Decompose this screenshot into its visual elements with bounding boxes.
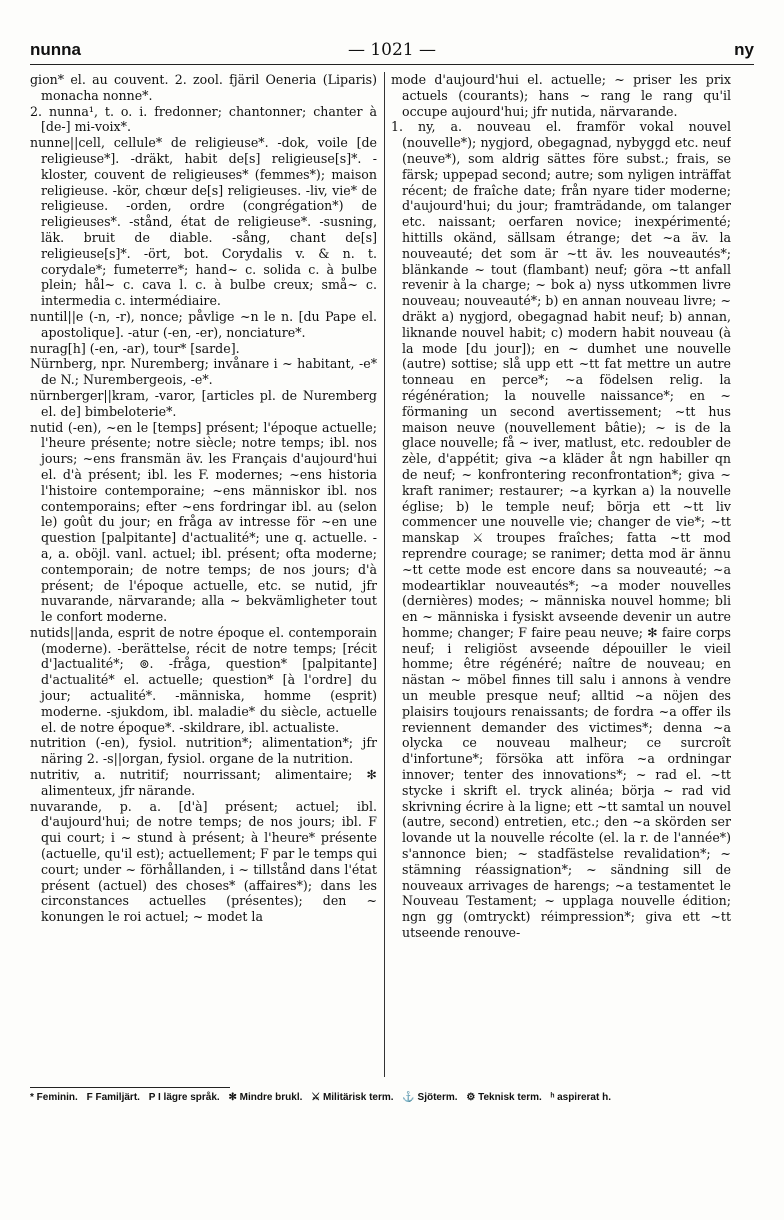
abbreviation-legend bbox=[30, 1092, 754, 1103]
page-header bbox=[30, 40, 754, 66]
dictionary-entry: nuvarande, p. a. [d'à] présent; actuel; ibl. d'aujourd'hui; de notre temps; de nos jours; ibl. F qui court; i ~ stund à présent; à l'heure* présente (actuelle, qu'il est); actuellement; F par le temps qui court; under ~ förhållanden, i ~ tillstånd dans l'état présent (actuel) des choses* (affaires*); dans les circonstances actuelles (présentes); den ~ konungen le roi actuel; ~ modet la bbox=[30, 798, 377, 925]
legend-item: P I lägre språk. bbox=[148, 1092, 220, 1103]
right-column bbox=[391, 72, 731, 1082]
dictionary-entry: nutritiv, a. nutritif; nourrissant; alimentaire; ✻ alimenteux, jfr närande. bbox=[30, 767, 377, 798]
legend-item: * Feminin. bbox=[30, 1092, 78, 1103]
dictionary-entry: nutrition (-en), fysiol. nutrition*; alimentation*; jfr näring 2. -s||organ, fysiol. organe de la nutrition. bbox=[30, 735, 377, 767]
dictionary-entry: nutid (-en), ~en le [temps] présent; l'époque actuelle; l'heure présente; notre siècle; notre temps; ibl. nos jours; ~ens fransmän äv. les Français d'aujourd'hui el. d'à présent; ibl. les F. modernes; ~ens historia l'histoire contemporaine; ~ens människor ibl. nos contemporains; efter ~ens fordringar ibl. au (selon le) goût du jour; en fråga av intresse för ~en une question [palpitante] d'actualité*; une q. actuelle. -a, a. oböjl. vanl. actuel; ibl. présent; ofta moderne; contemporain; de notre temps; de nos jours; d'à présent; de l'époque actuelle, etc. se nutid, jfr nuvarande, närvarande; alla ~ bekvämligheter tout le confort moderne. bbox=[30, 419, 377, 625]
legend-item: ⚙ Teknisk term. bbox=[466, 1092, 542, 1103]
dictionary-entry: nunne||cell, cellule* de religieuse*. -dok, voile [de religieuse*]. -dräkt, habit de[s] religieuse[s]*. -kloster, couvent de religieuses* (femmes*); maison religieuse. -kör, chœur de[s] religieuses. -liv, vie* de religieuse. -orden, ordre (congrégation*) de religieuses*. -stånd, état de religieuse*. -susning, läk. bruit de diable. -sång, chant de[s] religieuse[s]*. -ört, bot. Corydalis v. & n. t. corydale*; fumeterre*; hand~ c. solida c. à bulbe plein; hål~ c. cava l. c. à bulbe creux; små~ c. intermedia c. intermédiaire. bbox=[30, 135, 377, 309]
footer-rule bbox=[30, 1087, 230, 1088]
column-divider bbox=[384, 72, 385, 1077]
dictionary-entry: gion* el. au couvent. 2. zool. fjäril Oeneria (Liparis) monacha nonne*. bbox=[30, 72, 377, 103]
header-rule bbox=[30, 64, 754, 65]
legend-item: ʰ aspirerat h. bbox=[550, 1092, 611, 1103]
right-running-headword: ny bbox=[734, 40, 754, 59]
left-column bbox=[30, 72, 377, 1082]
dictionary-entry: mode d'aujourd'hui el. actuelle; ~ priser les prix actuels (courants); hans ~ rang le rang qu'il occupe aujourd'hui; jfr nutida, närvarande. bbox=[391, 72, 731, 119]
legend-item: ⚔ Militärisk term. bbox=[311, 1092, 394, 1103]
dictionary-entry: Nürnberg, npr. Nuremberg; invånare i ~ habitant, -e* de N.; Nurembergeois, -e*. bbox=[30, 356, 377, 388]
dictionary-entry: 2. nunna¹, t. o. i. fredonner; chantonner; chanter à [de-] mi-voix*. bbox=[30, 103, 377, 135]
legend-item: ✻ Mindre brukl. bbox=[228, 1092, 303, 1103]
page-number: — 1021 — bbox=[347, 40, 437, 60]
dictionary-entry: nuntil||e (-n, -r), nonce; påvlige ~n le n. [du Pape el. apostolique]. -atur (-en, -er), nonciature*. bbox=[30, 308, 377, 340]
dictionary-entry: nurag[h] (-en, -ar), tour* [sarde]. bbox=[30, 340, 240, 356]
dictionary-entry: nutids||anda, esprit de notre époque el. contemporain (moderne). -berättelse, récit de notre temps; [récit d']actualité*; ⊚. -fråga, question* [palpitante] d'actualité* el. actuelle; question* [à l'ordre] du jour; actualité*. -människa, homme (esprit) moderne. -sjukdom, ibl. maladie* du siècle, actuelle el. de notre époque*. -skildrare, ibl. actualiste. bbox=[30, 624, 377, 735]
dictionary-entry: nürnberger||kram, -varor, [articles pl. de Nuremberg el. de] bimbeloterie*. bbox=[30, 387, 377, 419]
legend-item: ⚓ Sjöterm. bbox=[402, 1092, 458, 1103]
legend-item: F Familjärt. bbox=[86, 1092, 140, 1103]
dictionary-entry: 1. ny, a. nouveau el. framför vokal nouvel (nouvelle*); nygjord, obegagnad, nybyggd etc. neuf (neuve*), som aldrig sättes före subst.; frais, se färsk; uppepad second; autre; som nyligen inträffat récent; de fraîche date; från nyare tider moderne; d'aujourd'hui; du jour; framträdande, om talanger etc. naissant; oerfaren novice; inexpérimenté; hittills okänd, sällsam étrange; det ~a äv. la nouveauté; det som är ~tt äv. les nouveautés*; blänkande ~ tout (flambant) neuf; göra ~tt anfall revenir à la charge; ~ bok a) nyss utkommen livre nouveau; nouveauté*; b) en annan nouveau livre; ~ dräkt a) nygjord, obegagnad habit neuf; b) annan, liknande nouvel habit; c) modern habit nouveau (à la mode [du jour]); en ~ dumhet une nouvelle (autre) sottise; slå upp ett ~tt fat mettre un autre tonneau en perce*; ~a födelsen relig. la régénération; la nouvelle naissance*; en ~ förmaning un second avertissement; ~tt hus maison neuve (nouvellement bâtie); ~ is de la glace nouvelle; få ~ iver, matlust, etc. redoubler de zèle, d'appétit; giva ~a kläder åt ngn habiller qn de neuf; ~ konfrontering reconfrontation*; giva ~ kraft ranimer; restaurer; ~a kyrkan a) la nouvelle église; b) le temple neuf; börja ett ~tt liv commencer une nouvelle vie; changer de vie*; ~tt manskap ⚔ troupes fraîches; fatta ~tt mod reprendre courage; se ranimer; detta mod är ännu ~tt cette mode est encore dans sa nouveauté; ~a modeartiklar nouveautés*; ~a moder nouvelles (dernières) modes; ~ människa nouvel homme; bli en ~ människa i fysiskt avseende devenir un autre homme; changer; F faire peau neuve; ✻ faire corps neuf; i religiöst avseende dépouiller le vieil homme; être régénéré; naître de nouveau; en nästan ~ möbel finnes till salu i annons à vendre un meuble presque neuf; alltid ~a nöjen des plaisirs toujours renaissants; de fordra ~a offer ils reviennent demander des victimes*; denna ~a olycka ce nouveau malheur; ce surcroît d'infortune*; försöka att införa ~a ordningar innover; tenter des innovations*; ~ rad el. ~tt stycke i skrift el. tryck alinéa; börja ~ rad vid skrivning écrire à la ligne; ett ~tt samtal un nouvel (autre, second) entretien, etc.; den ~a skörden ser lovande ut la nouvelle récolte (el. la r. de l'année*) s'annonce bien; ~ stadfästelse revalidation*; ~ stämning réassignation*; ~ sändning sill de nouveaux arrivages de harengs; ~a testamentet le Nouveau Testament; ~ upplaga nouvelle édition; ngn gg (omtryckt) réimpression*; giva ett ~tt utseende renouve- bbox=[391, 119, 731, 941]
left-running-headword: nunna bbox=[30, 40, 81, 59]
